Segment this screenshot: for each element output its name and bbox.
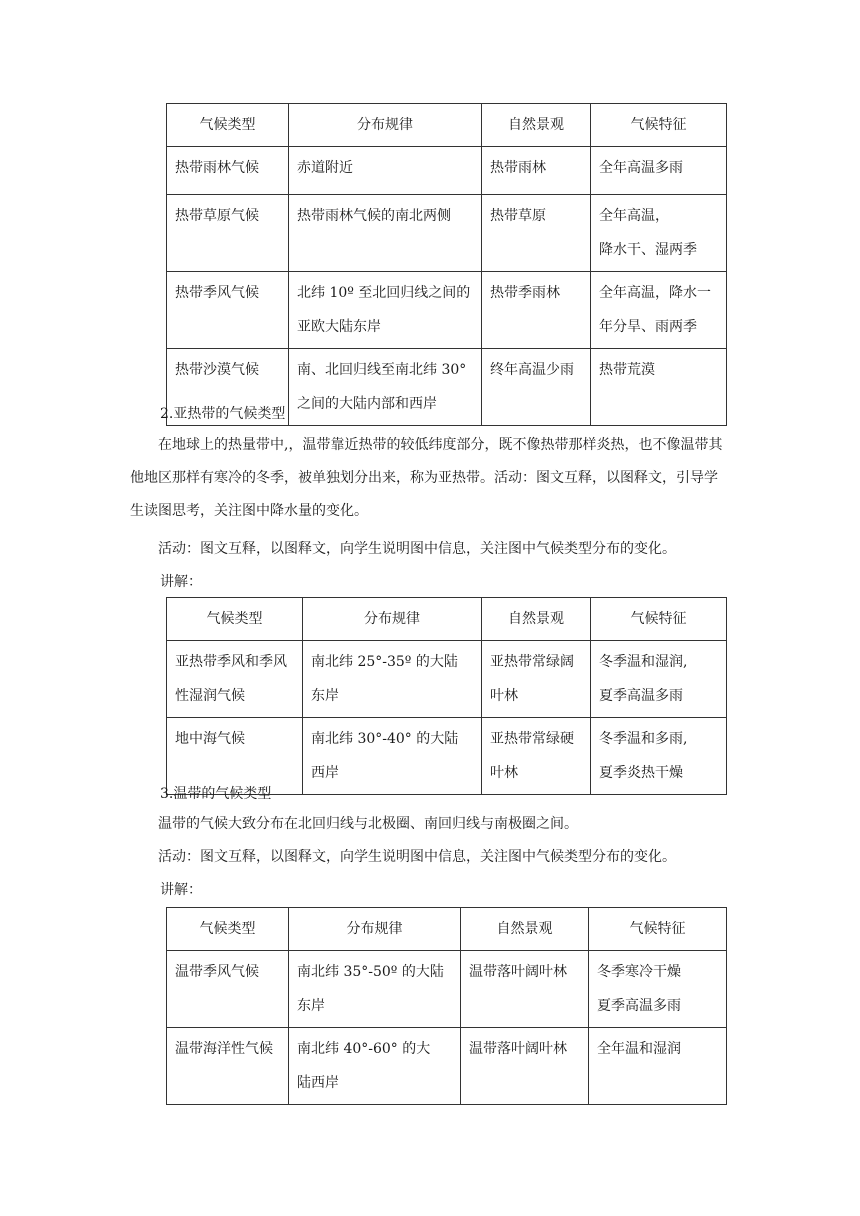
table-row	[167, 641, 727, 718]
cell: 南北纬 25°-35º 的大陆 东岸	[303, 641, 482, 718]
cell: 南北纬 35°-50º 的大陆 东岸	[289, 951, 461, 1028]
cell: 亚热带常绿硬 叶林	[482, 718, 591, 795]
table-header-row	[167, 598, 727, 641]
section-heading: 2.亚热带的气候类型	[160, 406, 286, 422]
header-distribution: 分布规律	[289, 104, 482, 147]
table-row	[167, 1028, 727, 1105]
cell: 全年高温多雨	[591, 147, 727, 195]
cell: 冬季寒冷干燥 夏季高温多雨	[589, 951, 727, 1028]
table-row	[167, 951, 727, 1028]
activity-text: 活动：图文互释，以图释文，向学生说明图中信息，关注图中气候类型分布的变化。	[158, 541, 676, 557]
table-row	[167, 147, 727, 195]
cell: 全年高温， 降水干、湿两季	[591, 195, 727, 272]
header-landscape: 自然景观	[482, 598, 591, 641]
cell: 热带荒漠	[591, 349, 727, 426]
cell: 温带季风气候	[167, 951, 289, 1028]
lecture-label: 讲解：	[160, 574, 202, 590]
cell: 南、北回归线至南北纬 30° 之间的大陆内部和西岸	[289, 349, 482, 426]
cell: 终年高温少雨	[482, 349, 591, 426]
cell: 冬季温和多雨, 夏季炎热干燥	[591, 718, 727, 795]
table-header-row	[167, 908, 727, 951]
header-distribution: 分布规律	[289, 908, 461, 951]
cell: 温带落叶阔叶林	[461, 951, 589, 1028]
header-features: 气候特征	[589, 908, 727, 951]
table-row	[167, 718, 727, 795]
section-heading: 3.温带的气候类型	[160, 786, 272, 802]
table-row	[167, 272, 727, 349]
cell: 热带草原	[482, 195, 591, 272]
header-features: 气候特征	[591, 104, 727, 147]
cell: 温带落叶阔叶林	[461, 1028, 589, 1105]
cell: 热带季风气候	[167, 272, 289, 349]
cell: 北纬 10º 至北回归线之间的 亚欧大陆东岸	[289, 272, 482, 349]
cell: 南北纬 40°-60° 的大 陆西岸	[289, 1028, 461, 1105]
paragraph: 在地球上的热量带中,，温带靠近热带的较低纬度部分，既不像热带那样炎热，也不像温带其他地区那样有寒冷的冬季，被单独划分出来，称为亚热带。活动：图文互释，以图释文，引导学生读图思考，关注图中降水量的变化。	[130, 437, 723, 519]
table-header-row	[167, 104, 727, 147]
cell: 热带雨林气候的南北两侧	[289, 195, 482, 272]
cell: 南北纬 30°-40° 的大陆 西岸	[303, 718, 482, 795]
header-distribution: 分布规律	[303, 598, 482, 641]
header-landscape: 自然景观	[461, 908, 589, 951]
cell: 热带雨林	[482, 147, 591, 195]
header-features: 气候特征	[591, 598, 727, 641]
cell: 赤道附近	[289, 147, 482, 195]
table-tropical-climates	[166, 103, 727, 426]
cell: 亚热带季风和季风 性湿润气候	[167, 641, 303, 718]
table-temperate-climates	[166, 907, 727, 1105]
cell: 热带雨林气候	[167, 147, 289, 195]
cell: 全年高温，降水一 年分旱、雨两季	[591, 272, 727, 349]
cell: 亚热带常绿阔 叶林	[482, 641, 591, 718]
header-climate-type: 气候类型	[167, 598, 303, 641]
cell: 冬季温和湿润, 夏季高温多雨	[591, 641, 727, 718]
header-climate-type: 气候类型	[167, 104, 289, 147]
table-subtropical-climates	[166, 597, 727, 795]
lecture-label: 讲解：	[160, 882, 202, 898]
cell: 热带草原气候	[167, 195, 289, 272]
cell: 地中海气候	[167, 718, 303, 795]
header-climate-type: 气候类型	[167, 908, 289, 951]
cell: 全年温和湿润	[589, 1028, 727, 1105]
activity-text: 活动：图文互释，以图释文，向学生说明图中信息，关注图中气候类型分布的变化。	[158, 849, 676, 865]
cell: 热带季雨林	[482, 272, 591, 349]
header-landscape: 自然景观	[482, 104, 591, 147]
paragraph: 温带的气候大致分布在北回归线与北极圈、南回归线与南极圈之间。	[158, 816, 578, 832]
cell: 热带沙漠气候	[167, 349, 289, 426]
cell: 温带海洋性气候	[167, 1028, 289, 1105]
table-row	[167, 195, 727, 272]
